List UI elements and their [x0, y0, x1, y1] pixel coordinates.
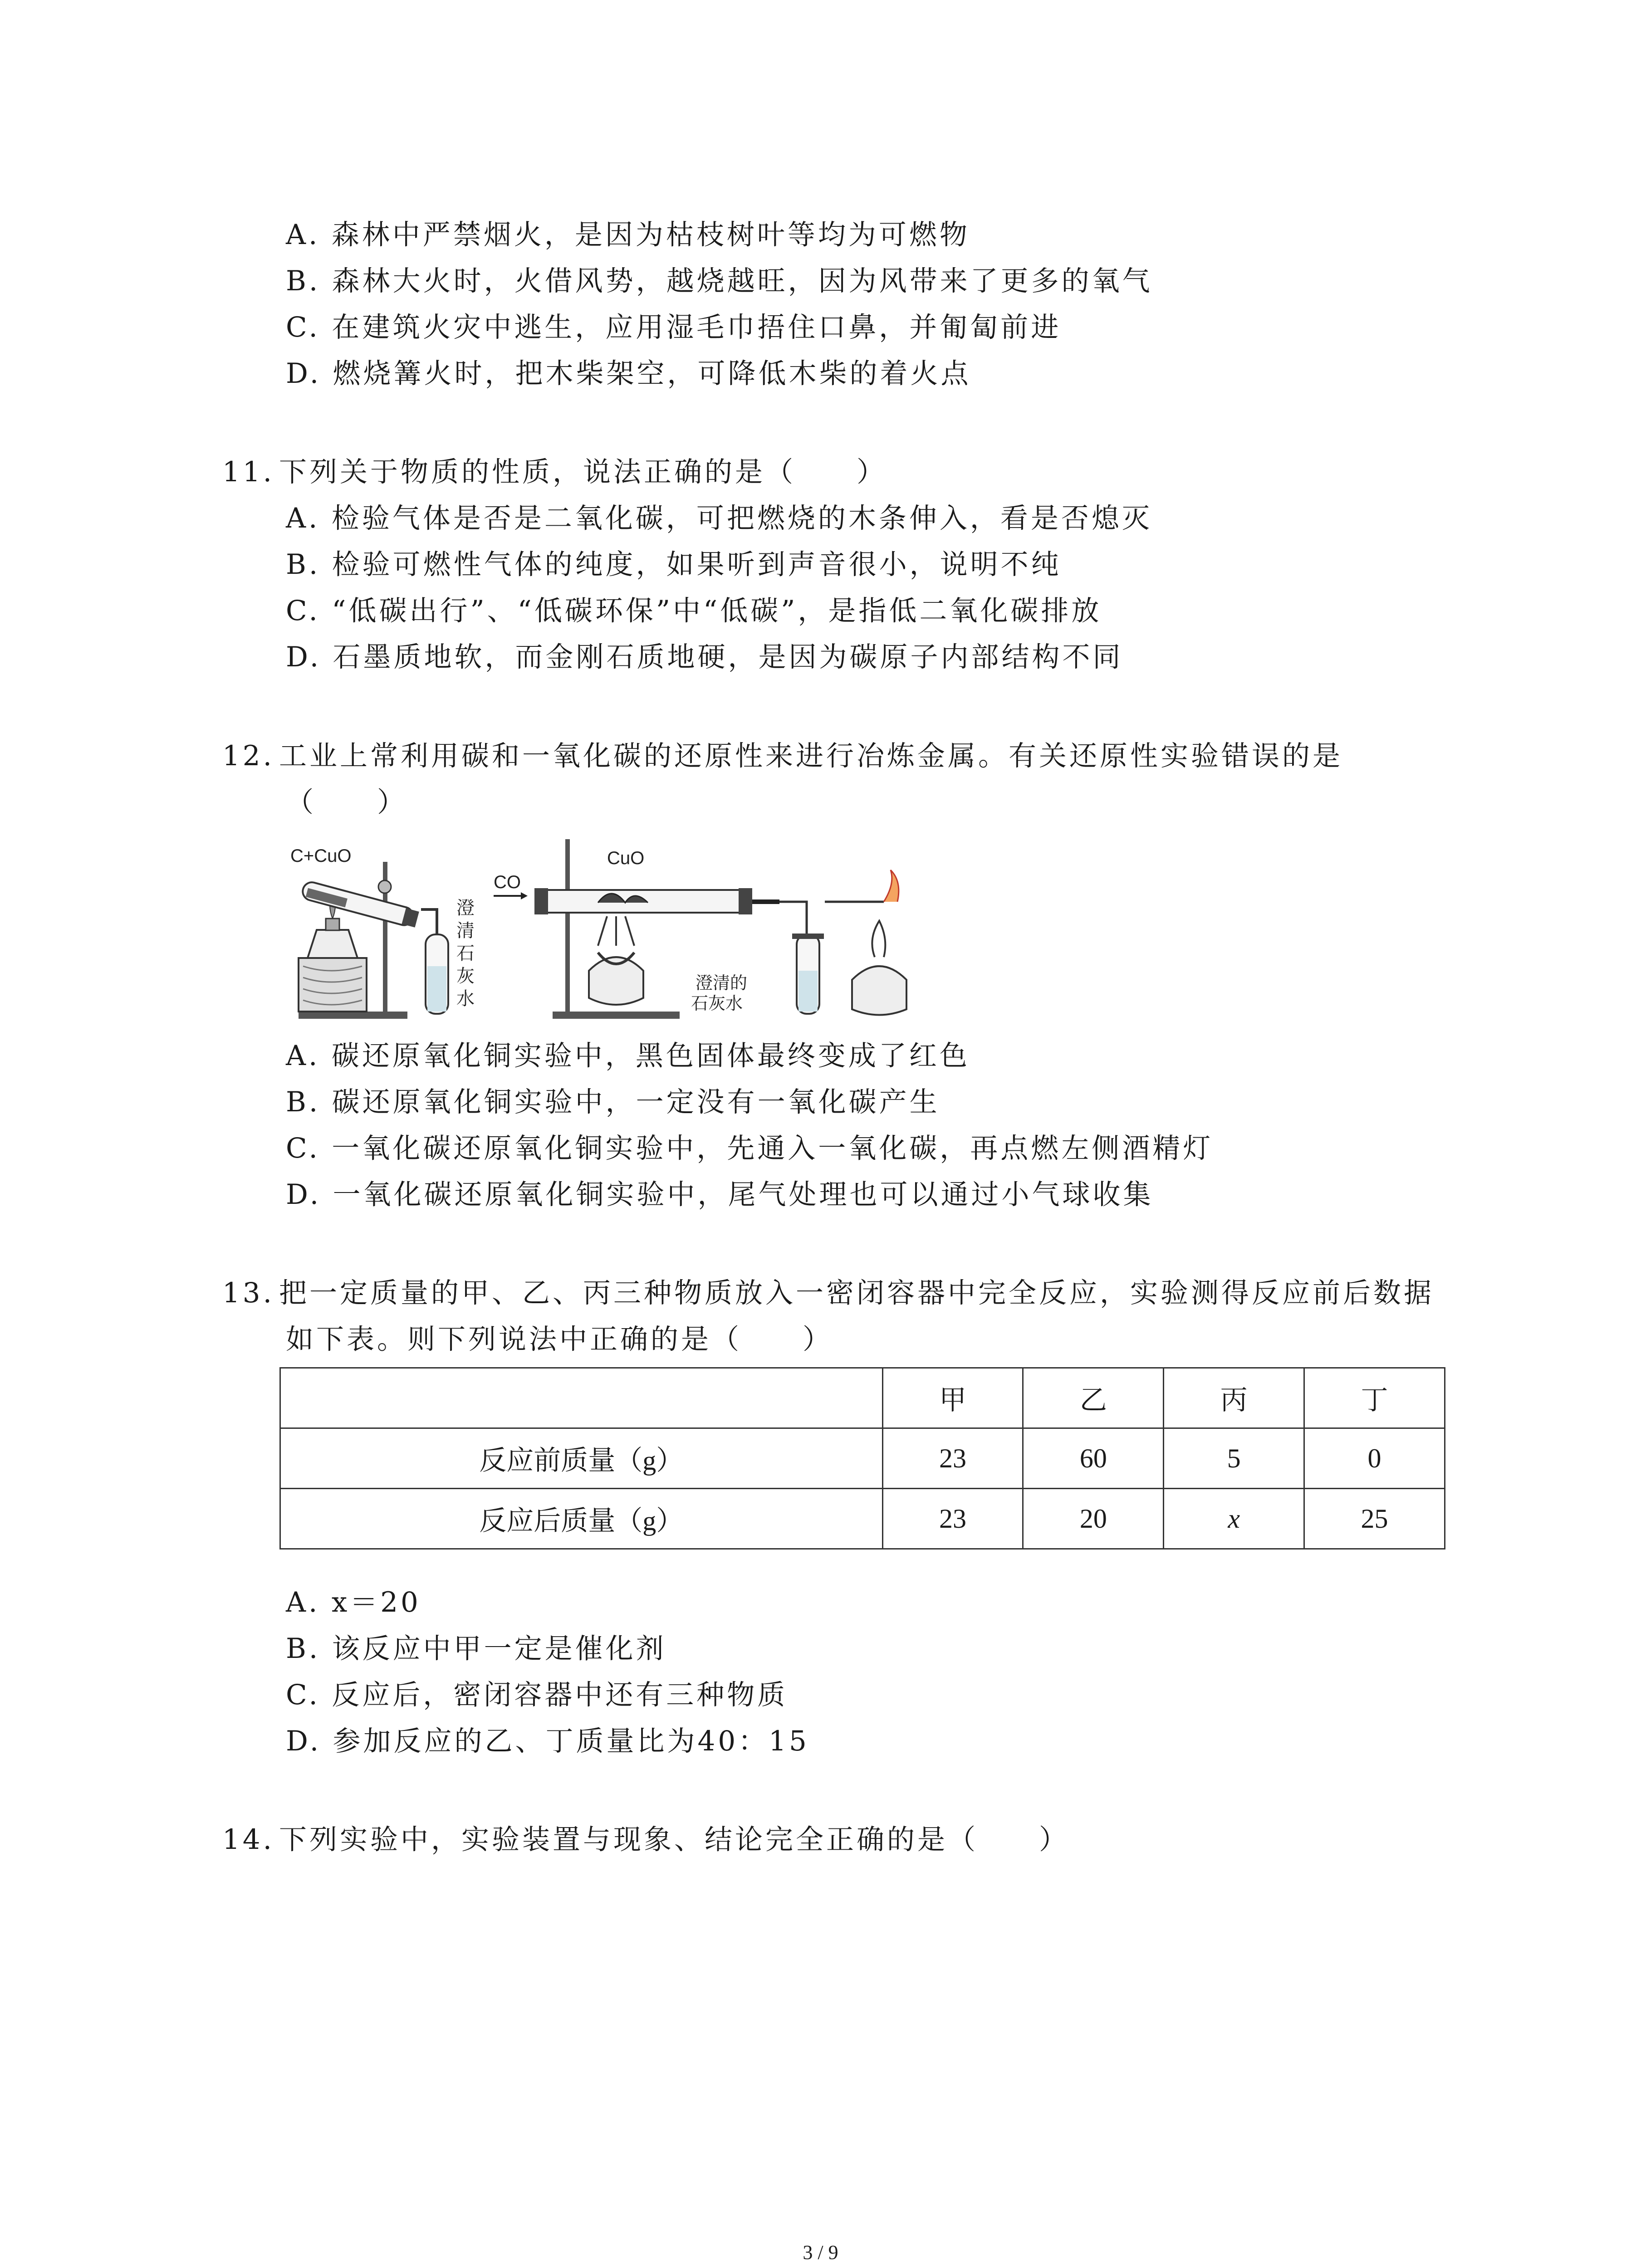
svg-text:水: 水: [456, 989, 475, 1009]
label-cuo: CuO: [607, 848, 645, 868]
label-c-cuo: C+CuO: [290, 846, 352, 866]
tail-gas-flame: [884, 870, 899, 902]
limewater-label-line1: 澄清的: [696, 974, 748, 993]
table-cell: 5: [1164, 1428, 1304, 1489]
q12-option-c: C. 一氧化碳还原氧化铜实验中，先通入一氧化碳，再点燃左侧酒精灯: [286, 1132, 1214, 1164]
q13-stem-line1: 把一定质量的甲、乙、丙三种物质放入一密闭容器中完全反应，实验测得反应前后数据: [279, 1277, 1435, 1309]
table-cell: 0: [1304, 1428, 1445, 1489]
q12-option-d: D. 一氧化碳还原氧化铜实验中，尾气处理也可以通过小气球收集: [286, 1178, 1154, 1211]
q10-option-d: D. 燃烧篝火时，把木柴架空，可降低木柴的着火点: [286, 357, 971, 390]
q12-number: 12.: [222, 740, 275, 772]
q12-option-b: B. 碳还原氧化铜实验中，一定没有一氧化碳产生: [286, 1086, 940, 1118]
left-test-tube: [301, 880, 415, 927]
q11-number: 11.: [222, 456, 275, 488]
q14-stem: 下列实验中，实验装置与现象、结论完全正确的是（ ）: [279, 1823, 1070, 1856]
table-header-cell: [280, 1368, 883, 1428]
q13-option-a: A. x＝20: [286, 1586, 421, 1618]
q12-answer-paren: （ ）: [286, 786, 408, 818]
table-cell: 反应前质量（g）: [280, 1428, 883, 1489]
q13-option-d: D. 参加反应的乙、丁质量比为40：15: [286, 1725, 809, 1757]
right-stand-base: [553, 1012, 680, 1019]
q11-stem: 下列关于物质的性质，说法正确的是（ ）: [279, 456, 887, 488]
left-stand-base: [299, 1012, 407, 1019]
table-cell: 23: [882, 1489, 1023, 1549]
table-header-cell: 乙: [1023, 1368, 1164, 1428]
svg-text:石: 石: [456, 943, 475, 963]
page-number: 3 / 9: [803, 2241, 838, 2263]
svg-text:清: 清: [456, 921, 475, 941]
table-cell: 25: [1304, 1489, 1445, 1549]
tail-alcohol-lamp: [852, 966, 906, 1015]
q13-data-table: [279, 1367, 1445, 1549]
table-header-cell: 丙: [1164, 1368, 1304, 1428]
q10-option-b: B. 森林大火时，火借风势，越烧越旺，因为风带来了更多的氧气: [286, 265, 1153, 297]
svg-text:灰: 灰: [456, 966, 475, 986]
q11-option-c: C. “低碳出行”、“低碳环保”中“低碳”，是指低二氧化碳排放: [286, 595, 1102, 627]
q13-number: 13.: [222, 1277, 275, 1309]
q13-stem-line2: 如下表。则下列说法中正确的是（ ）: [286, 1323, 833, 1355]
q11-option-a: A. 检验气体是否是二氧化碳，可把燃烧的木条伸入，看是否熄灭: [286, 502, 1152, 534]
table-cell: 60: [1023, 1428, 1164, 1489]
table-row: [280, 1428, 1445, 1489]
q12-stem: 工业上常利用碳和一氧化碳的还原性来进行冶炼金属。有关还原性实验错误的是: [279, 740, 1343, 772]
wooden-block: [299, 958, 367, 1012]
label-co: CO: [494, 872, 521, 892]
q10-option-c: C. 在建筑火灾中逃生，应用湿毛巾捂住口鼻，并匍匐前进: [286, 311, 1062, 343]
reduction-apparatus-figure: [280, 830, 975, 1030]
table-cell: 23: [882, 1428, 1023, 1489]
q10-option-a: A. 森林中严禁烟火，是因为枯枝树叶等均为可燃物: [286, 219, 970, 251]
table-row: [280, 1489, 1445, 1549]
q13-option-b: B. 该反应中甲一定是催化剂: [286, 1633, 666, 1665]
table-header-cell: 甲: [882, 1368, 1023, 1428]
table-header-row: [280, 1368, 1445, 1428]
q13-option-c: C. 反应后，密闭容器中还有三种物质: [286, 1679, 788, 1711]
limewater-label-line2: 石灰水: [691, 994, 743, 1013]
q14-number: 14.: [222, 1823, 275, 1856]
q11-option-d: D. 石墨质地软，而金刚石质地硬，是因为碳原子内部结构不同: [286, 641, 1123, 673]
svg-text:澄: 澄: [456, 898, 475, 918]
table-cell: 20: [1023, 1489, 1164, 1549]
limewater-label-vertical: [456, 898, 475, 1009]
table-cell: x: [1164, 1489, 1304, 1549]
right-stand-rod: [565, 839, 570, 1012]
left-alcohol-lamp: [308, 930, 358, 958]
table-header-cell: 丁: [1304, 1368, 1445, 1428]
table-cell: 反应后质量（g）: [280, 1489, 883, 1549]
q11-option-b: B. 检验可燃性气体的纯度，如果听到声音很小，说明不纯: [286, 548, 1062, 581]
q12-option-a: A. 碳还原氧化铜实验中，黑色固体最终变成了红色: [286, 1040, 970, 1072]
